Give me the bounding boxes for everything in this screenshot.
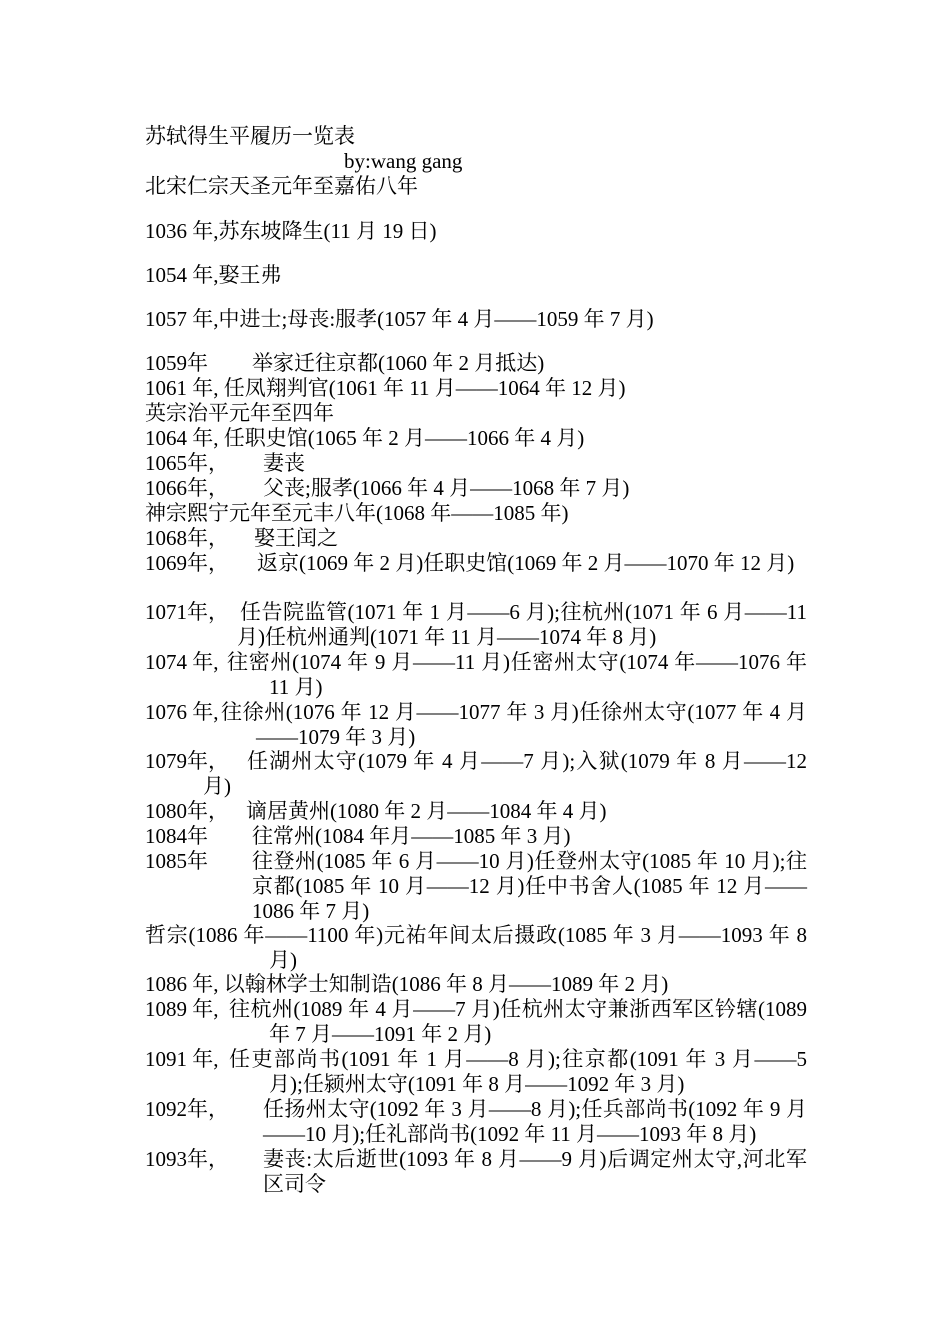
entry-year: 1080年， bbox=[145, 799, 229, 823]
section-heading-zhezong: 哲宗(1086 年——1100 年)元祐年间太后摄政(1085 年 3 月——1093 年 8 月) bbox=[145, 923, 807, 972]
entry-year: 1093年， bbox=[145, 1147, 229, 1171]
entry-year: 1066年， bbox=[145, 476, 229, 500]
entry-1086: 1086 年, 以翰林学士知制诰(1086 年 8 月——1089 年 2 月) bbox=[145, 972, 669, 996]
entry-text: 往常州(1084 年月——1085 年 3 月) bbox=[252, 824, 571, 848]
entry-year: 1068年， bbox=[145, 526, 229, 550]
entry-text: 娶王闰之 bbox=[254, 526, 338, 550]
entry-1074 bbox=[145, 650, 807, 700]
entry-1054: 1054 年,娶王弗 bbox=[145, 263, 282, 287]
entry-text: 父丧;服孝(1066 年 4 月——1068 年 7 月) bbox=[263, 476, 630, 500]
entry-year: 1069年， bbox=[145, 551, 229, 575]
entry-1061: 1061 年, 任凤翔判官(1061 年 11 月——1064 年 12 月) bbox=[145, 376, 626, 400]
entry-year: 1074 年, bbox=[145, 650, 219, 674]
entry-1076 bbox=[145, 700, 807, 750]
entry-text: 妻丧:太后逝世(1093 年 8 月——9 月)后调定州太守,河北军区司令 bbox=[263, 1147, 807, 1196]
entry-year: 1092年， bbox=[145, 1097, 229, 1121]
entry-1065 bbox=[145, 451, 305, 476]
entry-text: 往徐州(1076 年 12 月——1077 年 3 月)任徐州太守(1077 年 4 月——1079 年 3 月) bbox=[221, 700, 807, 749]
entry-1093 bbox=[145, 1147, 807, 1197]
entry-1091 bbox=[145, 1047, 807, 1097]
entry-1066 bbox=[145, 476, 630, 501]
entry-1069 bbox=[145, 551, 807, 576]
section-heading-yingzong: 英宗治平元年至四年 bbox=[145, 401, 334, 425]
author-byline: by:wang gang bbox=[344, 149, 463, 173]
entry-text: 任扬州太守(1092 年 3 月——8 月);任兵部尚书(1092 年 9 月——10 月);任礼部尚书(1092 年 11 月——1093 年 8 月) bbox=[263, 1097, 807, 1146]
section-heading-renzong: 北宋仁宗天圣元年至嘉佑八年 bbox=[145, 174, 418, 198]
entry-text: 往密州(1074 年 9 月——11 月)任密州太守(1074 年——1076 年 11 月) bbox=[227, 650, 807, 699]
entry-text: 妻丧 bbox=[263, 451, 305, 475]
entry-text: 举家迁往京都(1060 年 2 月抵达) bbox=[252, 351, 545, 375]
entry-text: 任吏部尚书(1091 年 1 月——8 月);往京都(1091 年 3 月——5 月);任颍州太守(1091 年 8 月——1092 年 3 月) bbox=[229, 1047, 807, 1096]
entry-1036: 1036 年,苏东坡降生(11 月 19 日) bbox=[145, 219, 437, 243]
section-heading-shenzong: 神宗熙宁元年至元丰八年(1068 年——1085 年) bbox=[145, 501, 569, 525]
entry-year: 1071年， bbox=[145, 600, 229, 624]
entry-1089 bbox=[145, 997, 807, 1047]
entry-1079 bbox=[145, 749, 807, 799]
entry-1059 bbox=[145, 351, 545, 376]
entry-text: 往登州(1085 年 6 月——10 月)任登州太守(1085 年 10 月);往京都(1085 年 10 月——12 月)任中书舍人(1085 年 12 月——1086 年 7 月) bbox=[252, 849, 807, 923]
entry-year: 1085年 bbox=[145, 849, 208, 873]
entry-year: 1089 年, bbox=[145, 997, 219, 1021]
entry-year: 1079年， bbox=[145, 749, 229, 773]
entry-year: 1059年 bbox=[145, 351, 208, 375]
entry-text: 返京(1069 年 2 月)任职史馆(1069 年 2 月——1070 年 12 月) bbox=[257, 551, 795, 575]
document-title: 苏轼得生平履历一览表 bbox=[145, 124, 355, 148]
entry-year: 1084年 bbox=[145, 824, 208, 848]
entry-1084 bbox=[145, 824, 571, 849]
entry-year: 1076 年, bbox=[145, 700, 219, 724]
entry-1064: 1064 年, 任职史馆(1065 年 2 月——1066 年 4 月) bbox=[145, 426, 585, 450]
entry-year: 1065年， bbox=[145, 451, 229, 475]
entry-1068 bbox=[145, 526, 338, 551]
entry-text: 任告院监管(1071 年 1 月——6 月);往杭州(1071 年 6 月——11 月)任杭州通判(1071 年 11 月——1074 年 8 月) bbox=[237, 600, 807, 649]
entry-1092 bbox=[145, 1097, 807, 1147]
entry-text: 往杭州(1089 年 4 月——7 月)任杭州太守兼浙西军区钤辖(1089 年 7 月——1091 年 2 月) bbox=[229, 997, 807, 1046]
entry-text: 任湖州太守(1079 年 4 月——7 月);入狱(1079 年 8 月——12 月) bbox=[203, 749, 807, 798]
entry-1080 bbox=[145, 799, 607, 824]
entry-year: 1091 年, bbox=[145, 1047, 219, 1071]
entry-text: 谪居黄州(1080 年 2 月——1084 年 4 月) bbox=[246, 799, 607, 823]
entry-1071 bbox=[145, 600, 807, 650]
entry-1057: 1057 年,中进士;母丧:服孝(1057 年 4 月——1059 年 7 月) bbox=[145, 307, 654, 331]
entry-1085 bbox=[145, 849, 807, 924]
